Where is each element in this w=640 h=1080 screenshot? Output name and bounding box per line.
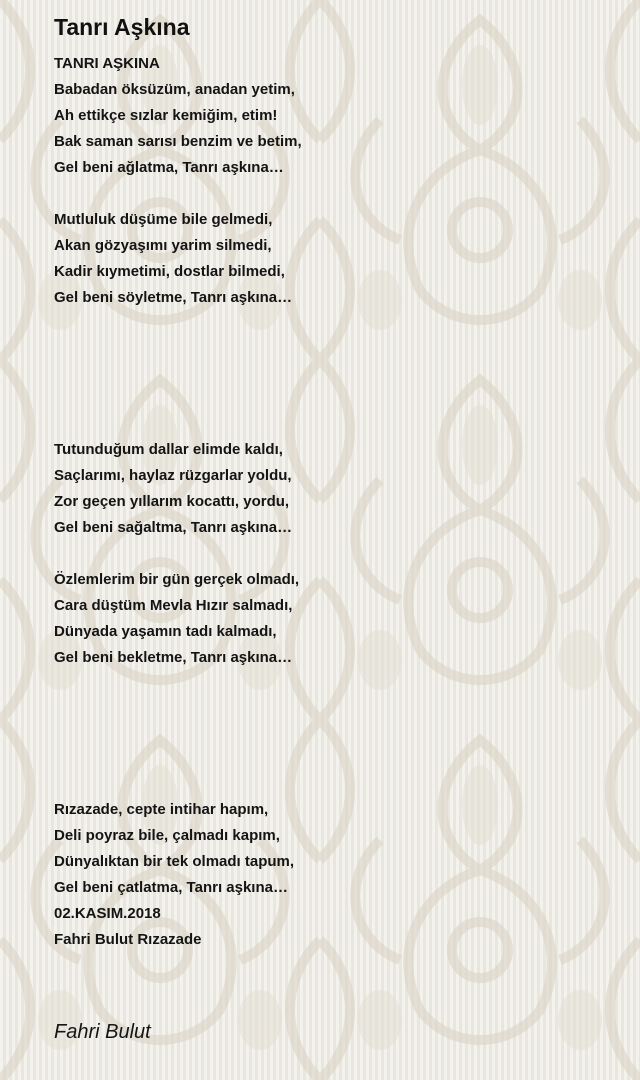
poem-line: Ah ettikçe sızlar kemiğim, etim! — [54, 107, 278, 124]
poem-line: Gel beni çatlatma, Tanrı aşkına… — [54, 879, 288, 896]
poem-line: Zor geçen yıllarım kocattı, yordu, — [54, 493, 290, 510]
poem-title: Tanrı Aşkına — [54, 14, 190, 40]
poem-line: Dünyalıktan bir tek olmadı tapum, — [54, 853, 295, 870]
stanza-5 — [54, 797, 294, 953]
stanza-3 — [54, 437, 292, 541]
poem-line: Saçlarımı, haylaz rüzgarlar yoldu, — [54, 467, 292, 484]
poem-line: Dünyada yaşamın tadı kalmadı, — [54, 623, 277, 640]
stanza-1 — [54, 51, 302, 181]
poem-date: 02.KASIM.2018 — [54, 905, 161, 922]
poem-line: Bak saman sarısı benzim ve betim, — [54, 133, 302, 150]
poem-line: Babadan öksüzüm, anadan yetim, — [54, 81, 295, 98]
poem-line: Gel beni ağlatma, Tanrı aşkına… — [54, 159, 284, 176]
stanza-2 — [54, 207, 292, 311]
poem-line: Mutluluk düşüme bile gelmedi, — [54, 211, 273, 228]
poem-line: TANRI AŞKINA — [54, 55, 160, 72]
poem-line: Tutunduğum dallar elimde kaldı, — [54, 441, 283, 458]
poem-line: Özlemlerim bir gün gerçek olmadı, — [54, 571, 300, 588]
poem-author-line: Fahri Bulut Rızazade — [54, 931, 202, 948]
poem-line: Gel beni sağaltma, Tanrı aşkına… — [54, 519, 293, 536]
poem-line: Cara düştüm Mevla Hızır salmadı, — [54, 597, 293, 614]
stanza-4 — [54, 567, 299, 671]
poem-line: Akan gözyaşımı yarim silmedi, — [54, 237, 272, 254]
poem-line: Gel beni söyletme, Tanrı aşkına… — [54, 289, 293, 306]
poem-line: Rızazade, cepte intihar hapım, — [54, 801, 269, 818]
author-signature: Fahri Bulut — [54, 1021, 151, 1043]
poem-line: Kadir kıymetimi, dostlar bilmedi, — [54, 263, 285, 280]
poem-line: Gel beni bekletme, Tanrı aşkına… — [54, 649, 293, 666]
poem-line: Deli poyraz bile, çalmadı kapım, — [54, 827, 280, 844]
